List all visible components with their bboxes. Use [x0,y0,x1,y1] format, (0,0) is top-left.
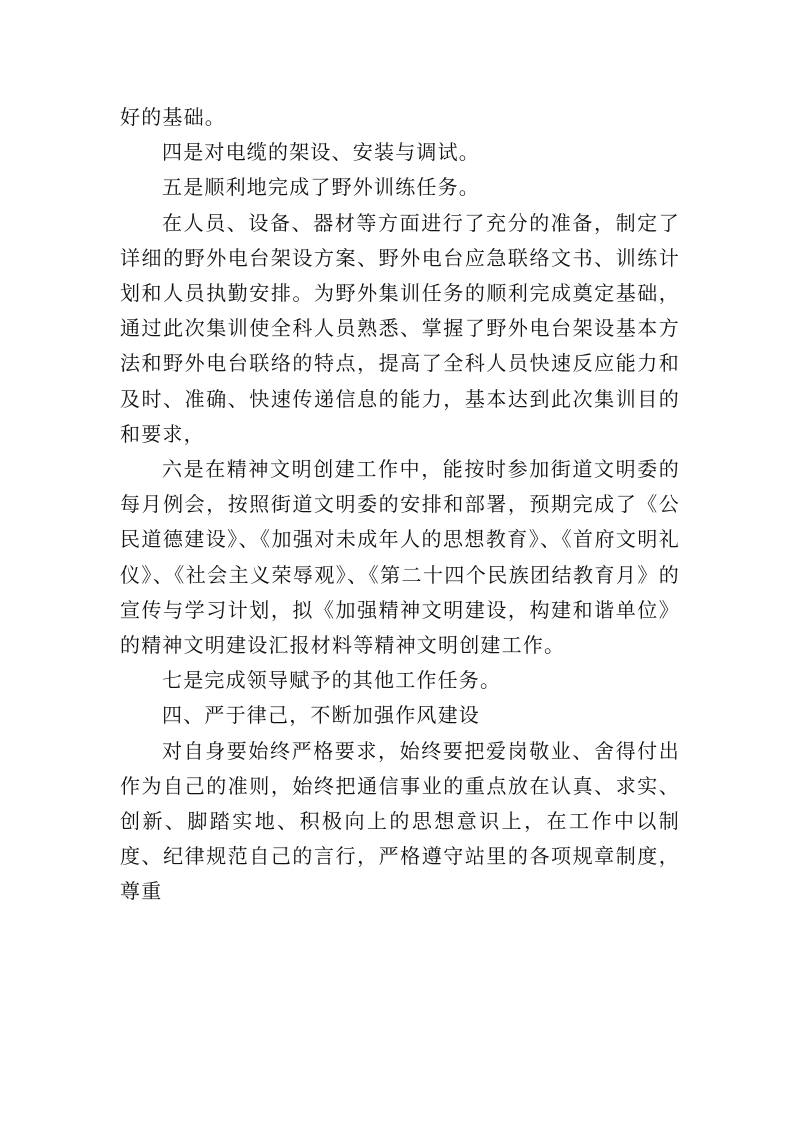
paragraph-item-five-field-training: 五是顺利地完成了野外训练任务。 [162,175,480,200]
paragraph-item-four-cable: 四是对电缆的架设、安装与调试。 [162,140,480,165]
paragraph-continuation: 好的基础。 [120,105,226,129]
paragraph-item-six-civilization: 六是在精神文明创建工作中，能按时参加街道文明委的每月例会，按照街道文明委的安排和部署，预期完成了《公民道德建设》、《加强对未成年人的思想教育》、《首府文明礼仪》、《社会主义荣辱观》、《第二十四个民族团结教育月》的宣传与学习计划，拟《加强精神文明建设，构建和谐单位》的精神文明建设汇报材料等精神文明创建工作。 [120,457,680,658]
paragraph-self-discipline: 对自身要始终严格要求，始终要把爱岗敬业、舍得付出作为自己的准则，始终把通信事业的重点放在认真、求实、创新、脚踏实地、积极向上的思想意识上，在工作中以制度、纪律规范自己的言行，严格遵守站里的各项规章制度，尊重 [120,738,680,904]
paragraph-item-seven-other-tasks: 七是完成领导赋予的其他工作任务。 [162,668,502,693]
paragraph-training-preparation: 在人员、设备、器材等方面进行了充分的准备，制定了详细的野外电台架设方案、野外电台应急联络文书、训练计划和人员执勤安排。为野外集训任务的顺利完成奠定基础，通过此次集训使全科人员熟悉、掌握了野外电台架设基本方法和野外电台联络的特点，提高了全科人员快速反应能力和及时、准确、快速传递信息的能力，基本达到此次集训目的和要求， [120,210,680,446]
section-heading-discipline: 四、严于律己，不断加强作风建设 [162,703,480,728]
document-body [120,100,680,910]
